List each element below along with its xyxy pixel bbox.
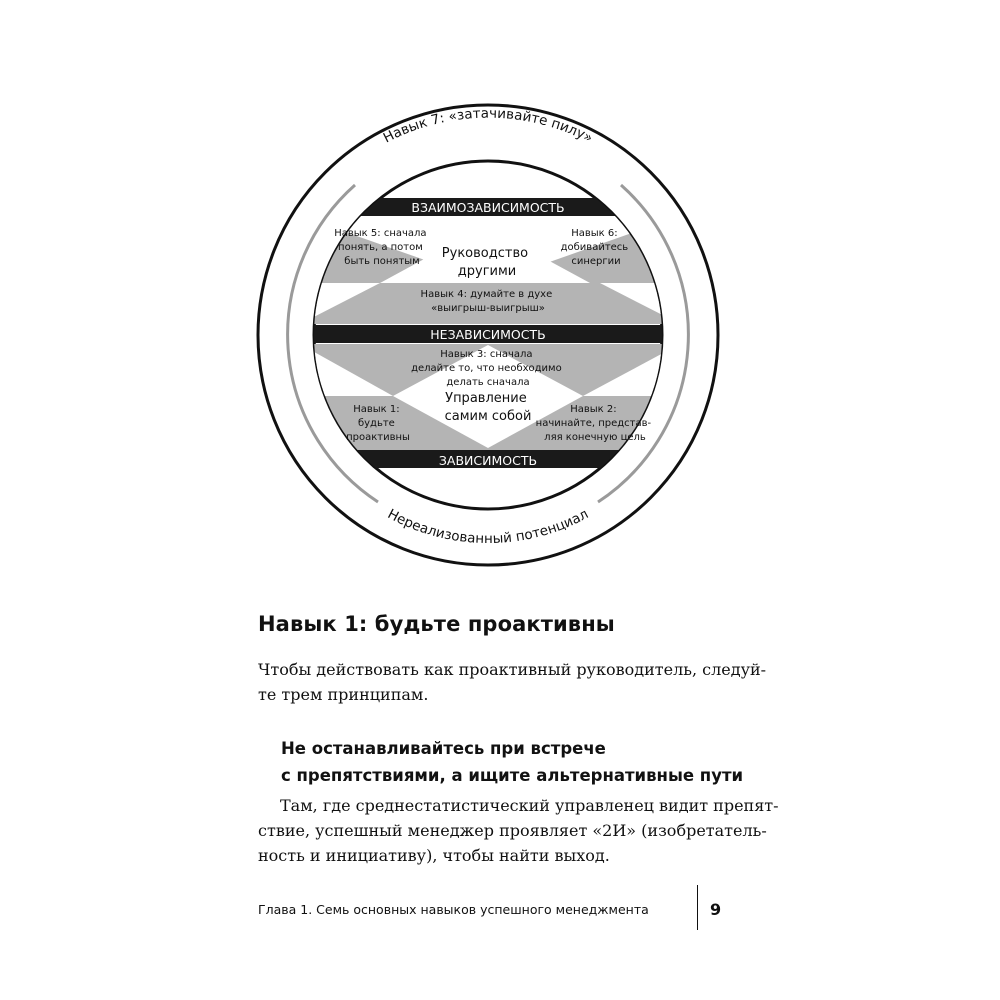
habit6-label: Навык 6: добивайтесь синергии [560, 228, 629, 267]
habit1-label: Навык 1: будьте проактивны [346, 404, 410, 443]
footer-divider [697, 885, 698, 930]
band-label-independence: НЕЗАВИСИМОСТЬ [430, 327, 546, 342]
body-line: ствие, успешный менеджер проявляет «2И» (изобретатель- [258, 821, 767, 840]
outer-bottom-label: Нереализованный потенциал [384, 506, 592, 548]
outer-top-label: Навык 7: «затачивайте пилу» [380, 105, 596, 147]
lower-center-label: Управление самим собой [444, 391, 532, 424]
band-label-interdependence: ВЗАИМОЗАВИСИМОСТЬ [411, 200, 565, 215]
habit5-label: Навык 5: сначала понять, а потом быть понятым [334, 228, 427, 267]
intro-line: те трем принципам. [258, 685, 429, 704]
subheading [281, 735, 743, 789]
subheading-line: с препятствиями, а ищите альтернативные пути [281, 766, 744, 785]
habit2-label: Навык 2: начинайте, представ- ляя конечную цель [535, 404, 652, 443]
band-label-dependence: ЗАВИСИМОСТЬ [438, 453, 538, 468]
habit4-label: Навык 4: думайте в духе «выигрыш-выигрыш» [420, 289, 553, 314]
upper-center-label: Руководство другими [441, 246, 529, 279]
body-paragraph [258, 793, 779, 868]
body-line: ность и инициативу), чтобы найти выход. [258, 846, 610, 865]
section-title: Навык 1: будьте проактивны [258, 612, 615, 636]
body-line: Там, где среднестатистический управленец видит препят- [280, 796, 779, 815]
subheading-line: Не останавливайтесь при встрече [281, 739, 606, 758]
habit3-label: Навык 3: сначала делайте то, что необходимо делать сначала [411, 349, 562, 388]
page-number: 9 [710, 900, 722, 919]
intro-line: Чтобы действовать как проактивный руководитель, следуй- [258, 660, 767, 679]
footer-chapter-title: Глава 1. Семь основных навыков успешного менеджмента [258, 902, 649, 917]
intro-paragraph [258, 657, 767, 707]
